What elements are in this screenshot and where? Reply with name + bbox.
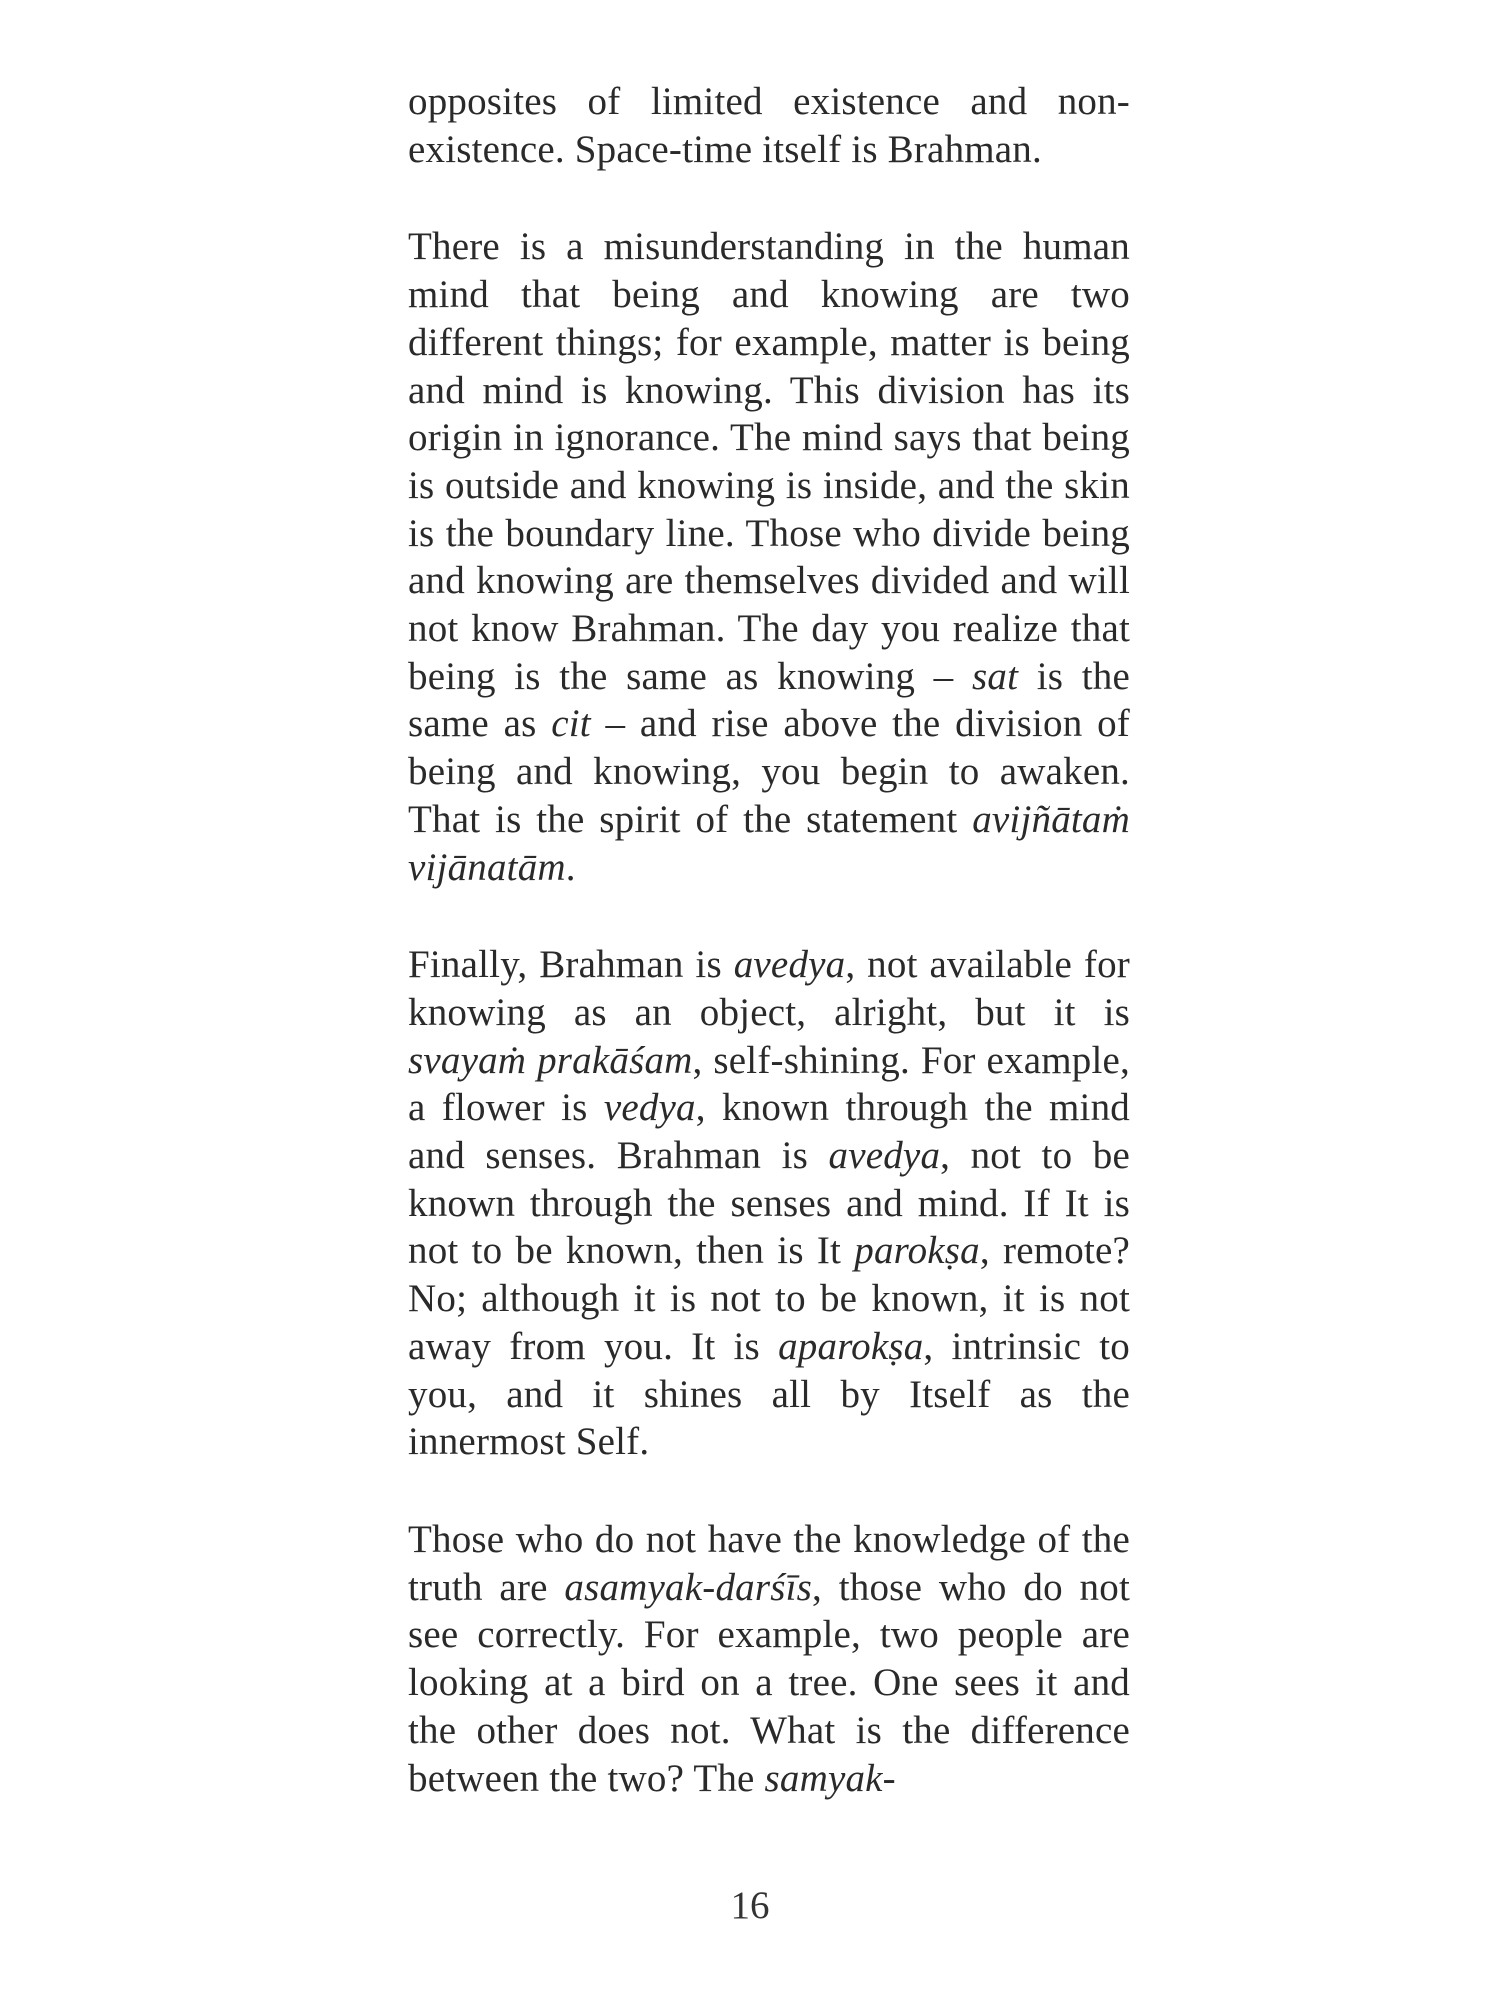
text-segment: , intrinsic to you, and it shines all by Itself as the innermost Self. xyxy=(408,1324,1131,1464)
text-segment: opposites of limited existence and non-existence. Space-time itself is Brahman. xyxy=(408,80,1130,171)
sanskrit-term: vedya xyxy=(603,1086,696,1130)
text-segment: , not available for knowing as an object, alright, but it is xyxy=(408,943,1130,1034)
text-segment: , those who do not see correctly. For example, two people are looking at a bird on a tree. One sees it and the other does not. What is the difference between the two? The xyxy=(408,1565,1130,1800)
sanskrit-term: avedya xyxy=(733,943,846,987)
sanskrit-term: svayaṁ prakāśam xyxy=(408,1038,693,1082)
sanskrit-term: sat xyxy=(972,654,1019,698)
sanskrit-term: cit xyxy=(551,702,591,746)
text-segment: , not to be known through the senses and mind. If It is not to be known, then is It xyxy=(408,1134,1131,1273)
sanskrit-term: samyak- xyxy=(764,1756,896,1800)
body-text-column xyxy=(408,78,1130,1852)
paragraph xyxy=(408,78,1130,173)
text-segment: – and rise above the division of being and knowing, you begin to awaken. That is the spirit of the statement xyxy=(408,702,1130,841)
text-segment: , self-shining. For example, a flower is xyxy=(408,1038,1130,1130)
sanskrit-term: avijñātaṁ vijānatām xyxy=(408,797,1130,889)
sanskrit-term: asamyak-darśīs xyxy=(564,1565,813,1609)
page-number: 16 xyxy=(730,1884,770,1927)
paragraph xyxy=(408,223,1130,891)
text-segment: , known through the mind and senses. Brahman is xyxy=(408,1086,1130,1178)
text-segment: There is a misunderstanding in the human mind that being and knowing are two different things; for example, matter is being and mind is knowing. This division has its origin in ignorance. The mind says that being is outside and knowing is inside, and the skin is the boundary line. Those who divide being and knowing are themselves divided and will not know Brahman. The day you realize that being is the same as knowing – xyxy=(408,225,1130,698)
text-segment: Those who do not have the knowledge of the truth are xyxy=(408,1517,1130,1609)
paragraph xyxy=(408,1516,1130,1802)
sanskrit-term: parokṣa xyxy=(854,1229,980,1273)
text-segment: Finally, Brahman is xyxy=(408,943,734,987)
paragraph xyxy=(408,941,1130,1466)
sanskrit-term: aparokṣa xyxy=(778,1324,924,1368)
text-segment: . xyxy=(565,845,576,889)
text-segment: is the same as xyxy=(408,654,1131,746)
sanskrit-term: avedya xyxy=(828,1134,941,1178)
text-segment: , remote? No; although it is not to be known, it is not away from you. It is xyxy=(408,1229,1130,1368)
